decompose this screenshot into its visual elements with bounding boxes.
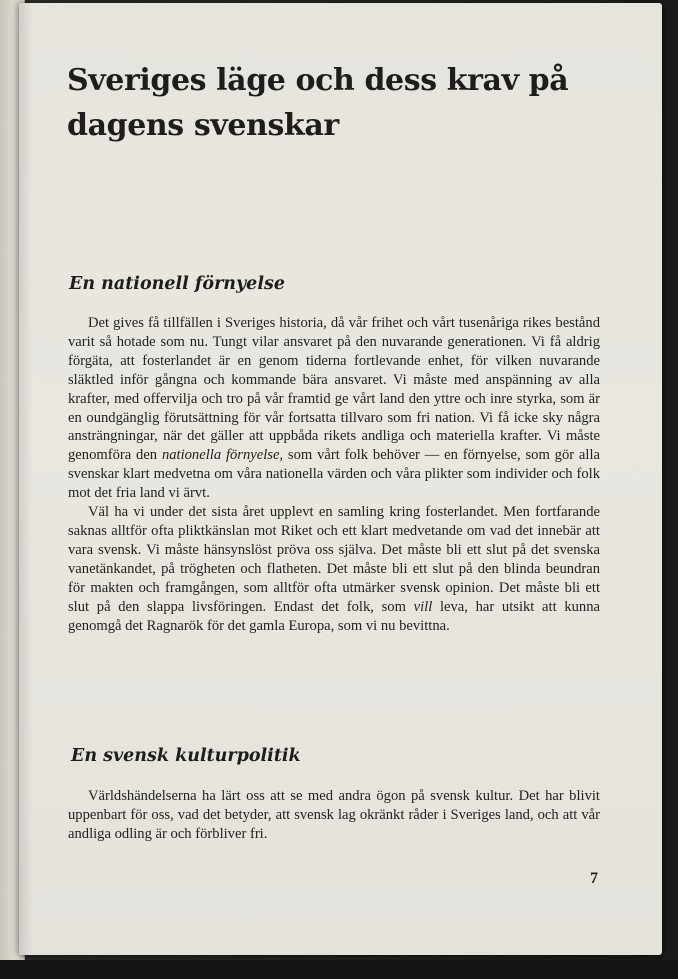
page-number: 7: [590, 870, 598, 887]
paragraph: Världshändelserna ha lärt oss att se med andra ögon på svensk kultur. Det har blivit uppenbart för oss, vad det betyder, att svensk lag okränkt råder i Sveriges land, och att vår andliga odling är och förbliver fri.: [68, 788, 600, 842]
section-heading-svensk-kulturpolitik: En svensk kulturpolitik: [71, 746, 301, 766]
section-body-nationell-fornyelse: [68, 314, 600, 635]
page-title: Sveriges läge och dess krav på dagens svenskar: [67, 63, 569, 143]
section-body-svensk-kulturpolitik: [68, 787, 600, 844]
emphasis-text: nationella förnyelse,: [161, 447, 284, 464]
emphasis-text: vill: [413, 598, 433, 615]
background-bottom-edge: [0, 960, 678, 979]
paragraph: Det gives få tillfällen i Sveriges historia, då vår frihet och vårt tusenåriga rikes bestånd varit så hotade som nu. Tungt vilar ansvaret på den nuvarande generationen. Vi få aldrig förgäta, att fosterlandet är en genom tiderna fortlevande enhet, för vilken nuvarande släktled inför gångna och kommande bära ansvaret. Vi måste med anspänning av alla krafter, med offervilja och tro på vår framtid ge vårt land den yttre och inre styrka, som är en oundgänglig förutsättning för vår fortsatta tillvaro som fri nation. Vi få icke sky några ansträngningar, när det gäller att uppbåda rikets andliga och materiella krafter. Vi måste genomföra den nationella förnyelse, som vårt folk behöver — en förnyelse, som gör alla svenskar klart medvetna om våra nationella värden och våra plikter som individer och folk mot det fria land vi ärvt.: [68, 315, 600, 502]
section-heading-nationell-fornyelse: En nationell förnyelse: [69, 274, 285, 294]
paragraph: Väl ha vi under det sista året upplevt en samling kring fosterlandet. Men fortfarande saknas alltför ofta pliktkänslan mot Riket och ett klart medvetande om vad det innebär att vara svensk. Vi måste hänsynslöst pröva oss själva. Det måste bli ett slut på det svenska vanetänkandet, på trögheten och flatheten. Det måste bli ett slut på den blinda beundran för makten och framgången, som alltför ofta utmärker svensk opinion. Det måste bli ett slut på den slappa livsföringen. Endast det folk, som vill leva, har utsikt att kunna genomgå det Ragnarök för det gamla Europa, som vi nu bevittna.: [68, 504, 600, 634]
